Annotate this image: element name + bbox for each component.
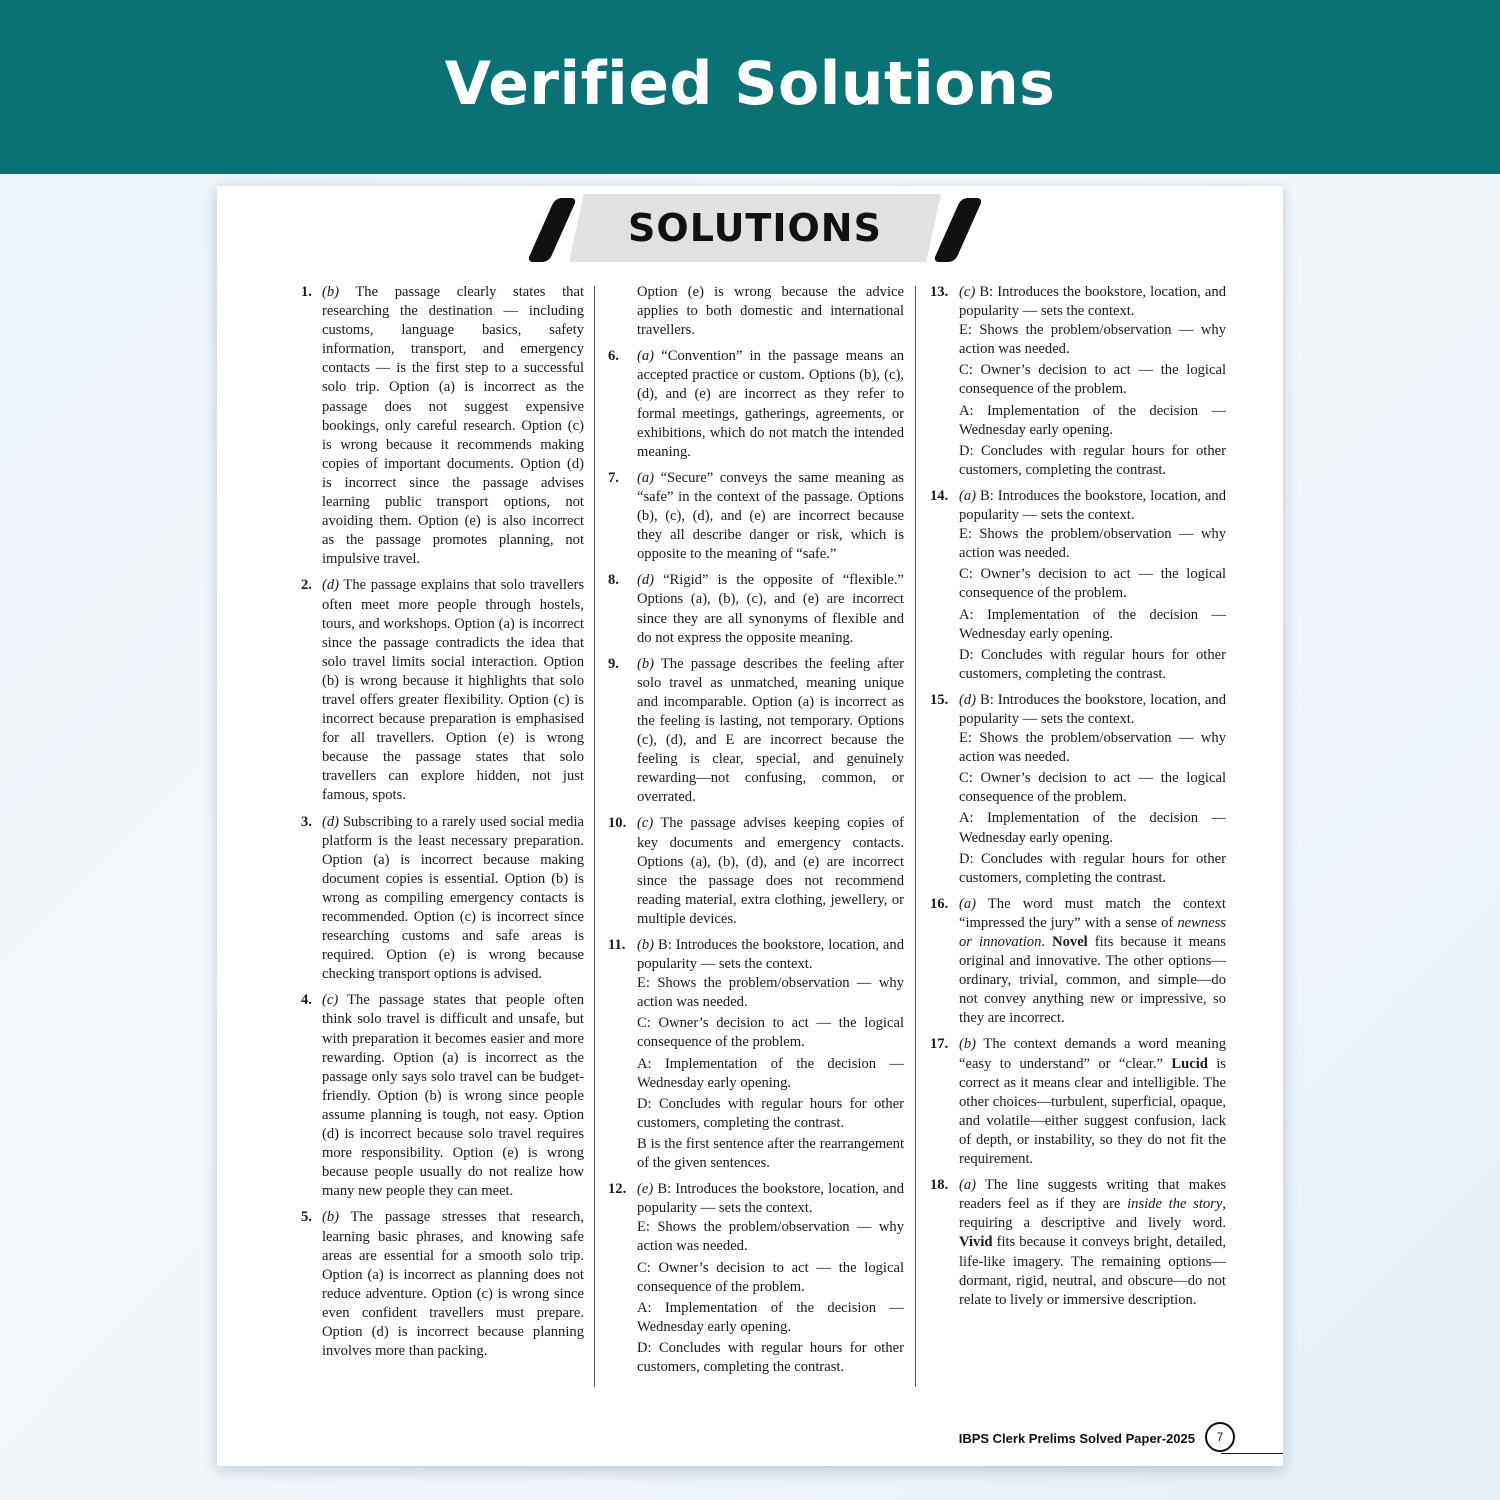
solution-item-15 bbox=[930, 691, 1226, 888]
solution-item-3 bbox=[301, 813, 584, 985]
solution-line: E: Shows the problem/observation — why action was needed. bbox=[959, 322, 1226, 358]
answer-option: (c) bbox=[322, 992, 339, 1009]
solution-text: The context demands a word meaning “easy to understand” or “clear.” bbox=[959, 1036, 1226, 1072]
solution-number: 5. bbox=[301, 1209, 312, 1226]
solution-number: 16. bbox=[930, 895, 949, 912]
answer-option: (d) bbox=[322, 577, 340, 594]
solution-text: “Rigid” is the opposite of “flexible.” Options (a), (b), (c), and (e) are incorrect since they are all synonyms of flexible and do not express the opposite meaning. bbox=[637, 572, 904, 646]
solution-number: 15. bbox=[930, 691, 949, 708]
page-number: 7 bbox=[1205, 1422, 1235, 1452]
solution-number: 8. bbox=[608, 572, 619, 589]
answer-option: (b) bbox=[637, 937, 655, 953]
answer-option: (d) bbox=[637, 572, 655, 589]
answer-option: (a) bbox=[959, 1177, 977, 1194]
solution-number: 4. bbox=[301, 992, 312, 1009]
solution-line: A: Implementation of the decision — Wednesday early opening. bbox=[637, 1299, 904, 1335]
solution-item-2 bbox=[301, 576, 584, 805]
answer-option: (c) bbox=[959, 284, 976, 300]
solution-item-14 bbox=[930, 487, 1226, 684]
solution-text: The passage describes the feeling after solo travel as unmatched, meaning unique and incomparable. Option (a) is incorrect as the feeling is lasting, not temporary. Options (c), (d), and E are incorrect because the feeling is clear, special, and genuinely rewarding—not confusing, common, or overrated. bbox=[637, 655, 904, 806]
solution-item-6 bbox=[608, 347, 904, 462]
solution-number: 17. bbox=[930, 1036, 949, 1053]
solution-line: D: Concludes with regular hours for other customers, completing the contrast. bbox=[637, 1339, 904, 1375]
solution-text: The word must match the context “impressed the jury” with a sense of bbox=[959, 895, 1226, 931]
answer-option: (b) bbox=[637, 655, 655, 672]
solution-item-11 bbox=[608, 936, 904, 1173]
solution-item-16 bbox=[930, 895, 1226, 1029]
emphasis-text: newness or innovation bbox=[959, 914, 1226, 950]
solution-number: 13. bbox=[930, 284, 949, 300]
column-divider-1 bbox=[594, 286, 595, 1387]
solution-item-8 bbox=[608, 571, 904, 647]
solution-line: C: Owner’s decision to act — the logical consequence of the problem. bbox=[959, 362, 1226, 398]
footer-book-title: IBPS Clerk Prelims Solved Paper-2025 bbox=[958, 1431, 1195, 1446]
solution-line: A: Implementation of the decision — Wednesday early opening. bbox=[959, 402, 1226, 438]
answer-option: (b) bbox=[959, 1036, 977, 1053]
solution-line: E: Shows the problem/observation — why action was needed. bbox=[959, 730, 1226, 766]
solution-number: 1. bbox=[301, 284, 312, 300]
answer-option: (c) bbox=[637, 815, 654, 832]
answer-option: (b) bbox=[322, 284, 340, 300]
answer-option: (a) bbox=[959, 895, 977, 912]
solution-number: 14. bbox=[930, 487, 949, 504]
solution-text: The passage states that people often think solo travel is difficult and unsafe, but with preparation it becomes easier and more rewarding. Option (a) is incorrect as the passage only says solo travel can be budget-friendly. Option (b) is wrong since people assume planning is tough, not easy. Option (d) is incorrect because solo travel requires more responsibility. Option (e) is wrong because people usually do not realize how many new people they can meet. bbox=[322, 992, 584, 1200]
answer-option: (a) bbox=[637, 469, 655, 486]
answer-option: (e) bbox=[637, 1181, 654, 1198]
solution-text: Subscribing to a rarely used social media platform is the least necessary preparation. Option (a) is incorrect because making document copies is essential. Option (b) is wrong as compiling emergency contacts is recommended. Option (c) is incorrect since researching customs and safe areas is required. Option (e) is wrong because checking transport options is advised. bbox=[322, 813, 584, 983]
solution-line: B: Introduces the bookstore, location, and popularity — sets the context. bbox=[637, 937, 904, 973]
solution-line: C: Owner’s decision to act — the logical consequence of the problem. bbox=[637, 1015, 904, 1051]
keyword-text: Lucid bbox=[1171, 1055, 1208, 1072]
solution-line: C: Owner’s decision to act — the logical consequence of the problem. bbox=[637, 1259, 904, 1295]
solution-number: 3. bbox=[301, 813, 312, 830]
solutions-title: SOLUTIONS bbox=[628, 206, 882, 250]
banner-title: Verified Solutions bbox=[444, 49, 1056, 119]
solution-line: E: Shows the problem/observation — why action was needed. bbox=[959, 526, 1226, 562]
solution-line: B: Introduces the bookstore, location, and popularity — sets the context. bbox=[959, 691, 1226, 727]
solution-item-9 bbox=[608, 655, 904, 808]
solution-text: The line suggests writing that makes readers feel as if they are bbox=[959, 1177, 1226, 1213]
solution-line: E: Shows the problem/observation — why action was needed. bbox=[637, 1219, 904, 1255]
solution-text: The passage stresses that research, learning basic phrases, and knowing safe areas are essential for a smooth solo trip. Option (a) is incorrect as planning does not reduce adventure. Option (c) is wrong since even confident travellers must prepare. Option (d) is incorrect because planning involves more than packing. bbox=[322, 1209, 584, 1360]
solution-text: is correct as it means clear and intelligible. The other choices—turbulent, superficial, opaque, and volatile—either suggest confusion, lack of depth, or instability, so they do not fit the requirement. bbox=[959, 1055, 1226, 1168]
solution-5-continuation: Option (e) is wrong because the advice applies to both domestic and international travellers. bbox=[637, 284, 904, 339]
solution-text: fits because it conveys bright, detailed, life-like imagery. The remaining options—dormant, rigid, neutral, and obscure—do not relate to lively or immersive description. bbox=[959, 1234, 1226, 1308]
solution-text: “Convention” in the passage means an accepted practice or custom. Options (b), (c), (d), and (e) are incorrect as they refer to formal meetings, gatherings, agreements, or exhibitions, which do not match the intended meaning. bbox=[637, 348, 904, 460]
solution-number: 2. bbox=[301, 577, 312, 594]
answer-option: (d) bbox=[322, 813, 340, 830]
answer-option: (a) bbox=[637, 348, 655, 365]
solution-text: , requiring a descriptive and lively word. bbox=[959, 1196, 1226, 1232]
solution-line: A: Implementation of the decision — Wednesday early opening. bbox=[959, 606, 1226, 642]
solution-line: C: Owner’s decision to act — the logical consequence of the problem. bbox=[959, 566, 1226, 602]
solution-item-7 bbox=[608, 469, 904, 564]
solution-text: The passage explains that solo travellers often meet more people through hostels, tours, and workshops. Option (a) is incorrect since the passage contradicts the idea that solo travel limits social interaction. Option (b) is wrong because it highlights that solo travel offers greater flexibility. Option (c) is incorrect because preparation is emphasised for all travellers. Option (e) is wrong because the passage states that solo travellers can explore hidden, not just famous, spots. bbox=[322, 577, 584, 804]
solution-line: C: Owner’s decision to act — the logical consequence of the problem. bbox=[959, 770, 1226, 806]
solution-line: D: Concludes with regular hours for other customers, completing the contrast. bbox=[959, 850, 1226, 886]
solution-item-17 bbox=[930, 1035, 1226, 1169]
column-divider-2 bbox=[915, 286, 916, 1387]
solution-text: The passage advises keeping copies of key documents and emergency contacts. Options (a), (b), (d), and (e) are incorrect since the passage does not recommend reading material, extra clothing, jewellery, or multiple devices. bbox=[637, 815, 904, 927]
solution-text: . bbox=[1041, 934, 1053, 950]
column-3 bbox=[930, 283, 1226, 1317]
solutions-page bbox=[217, 186, 1283, 1466]
solution-text: fits because it means original and innovative. The other options—ordinary, trivial, common, and simple—do not convey anything new or impressive, so they are incorrect. bbox=[959, 934, 1226, 1027]
answer-option: (b) bbox=[322, 1209, 340, 1226]
solution-number: 7. bbox=[608, 469, 619, 486]
keyword-text: Vivid bbox=[959, 1234, 993, 1251]
solution-number: 11. bbox=[608, 937, 626, 953]
solution-line: B is the first sentence after the rearrangement of the given sentences. bbox=[637, 1135, 904, 1172]
solution-item-1 bbox=[301, 283, 584, 569]
solution-number: 6. bbox=[608, 348, 619, 365]
solution-line: B: Introduces the bookstore, location, and popularity — sets the context. bbox=[637, 1181, 904, 1217]
solution-line: D: Concludes with regular hours for other customers, completing the contrast. bbox=[959, 646, 1226, 682]
solution-line: B: Introduces the bookstore, location, and popularity — sets the context. bbox=[959, 284, 1226, 320]
answer-option: (a) bbox=[959, 487, 977, 504]
solution-item-12 bbox=[608, 1180, 904, 1377]
solution-item-10 bbox=[608, 814, 904, 929]
solution-number: 9. bbox=[608, 655, 619, 672]
keyword-text: Novel bbox=[1052, 934, 1088, 950]
solution-number: 10. bbox=[608, 815, 627, 832]
solution-number: 18. bbox=[930, 1177, 949, 1194]
solution-item-13 bbox=[930, 283, 1226, 480]
footer-rule bbox=[1221, 1453, 1283, 1454]
emphasis-text: inside the story bbox=[1127, 1196, 1223, 1213]
solution-item-5 bbox=[301, 1208, 584, 1361]
solutions-header bbox=[527, 194, 983, 262]
answer-option: (d) bbox=[959, 691, 977, 708]
solution-text: The passage clearly states that researching the destination — including customs, language basics, safety information, transport, and emergency contacts — is the first step to a successful solo trip. Option (a) is incorrect as the passage does not suggest expensive bookings, only careful research. Option (c) is wrong because it recommends making copies of important documents. Option (d) is incorrect since the passage advises learning public transport options, not avoiding them. Option (e) is also incorrect as the passage promotes planning, not impulsive travel. bbox=[322, 284, 584, 568]
solution-line: E: Shows the problem/observation — why action was needed. bbox=[637, 975, 904, 1011]
solution-number: 12. bbox=[608, 1181, 627, 1198]
verified-solutions-banner bbox=[0, 0, 1500, 174]
solution-line: B: Introduces the bookstore, location, and popularity — sets the context. bbox=[959, 487, 1226, 524]
solution-line: D: Concludes with regular hours for other customers, completing the contrast. bbox=[959, 442, 1226, 478]
solution-item-4 bbox=[301, 991, 584, 1201]
solution-text: “Secure” conveys the same meaning as “safe” in the context of the passage. Options (b), (c), (d), and (e) are incorrect because they all describe danger or risk, which is opposite to the meaning of “safe.” bbox=[637, 469, 904, 563]
column-2 bbox=[608, 283, 904, 1384]
solution-line: A: Implementation of the decision — Wednesday early opening. bbox=[637, 1055, 904, 1091]
column-1 bbox=[301, 283, 584, 1368]
solution-item-18 bbox=[930, 1176, 1226, 1310]
solution-line: A: Implementation of the decision — Wednesday early opening. bbox=[959, 810, 1226, 846]
solution-line: D: Concludes with regular hours for other customers, completing the contrast. bbox=[637, 1095, 904, 1131]
